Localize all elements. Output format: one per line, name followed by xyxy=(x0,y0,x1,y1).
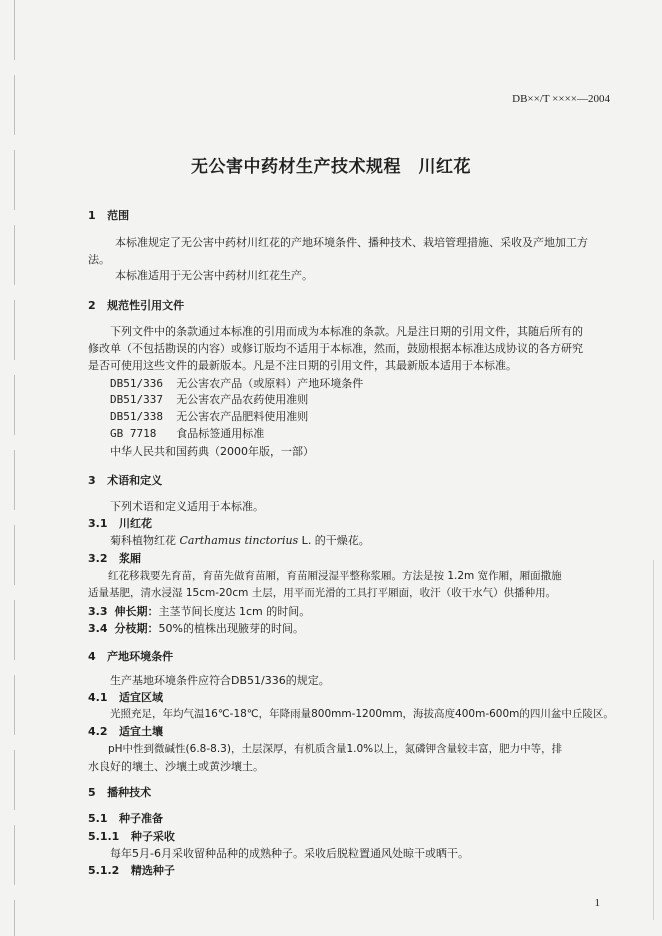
subsection-number: 5.1 xyxy=(88,812,108,825)
paragraph-line: 修改单（不包括勘误的内容）或修订版均不适用于本标准，然而，鼓励根据本标准达成协议的各方研究 xyxy=(88,342,583,355)
subsection-title: 适宜土壤 xyxy=(119,725,163,738)
term-definition xyxy=(110,532,370,548)
section-2-heading xyxy=(88,297,184,313)
term-title: 川红花 xyxy=(119,517,152,530)
reference-item xyxy=(110,425,264,441)
reference-title: 无公害农产品肥料使用准则 xyxy=(176,410,309,423)
section-3-heading xyxy=(88,472,162,488)
term-title: 伸长期： xyxy=(114,605,159,618)
section-5-heading xyxy=(88,784,151,800)
paragraph-line: pH中性到微碱性(6.8-8.3)，土层深厚，有机质含量1.0%以上，氮磷钾含量较丰富，肥力中等，排 xyxy=(108,743,563,755)
reference-title: 无公害农产品农药使用准则 xyxy=(176,393,309,406)
section-title: 范围 xyxy=(107,209,130,222)
section-1-heading xyxy=(88,207,129,223)
paragraph-line: 红花移栽要先育苗，育苗先做育苗厢，育苗厢浸湿平整称浆厢。方法是按 1.2m 宽作厢，厢面撒施 xyxy=(108,570,562,582)
paragraph-line: 是否可使用这些文件的最新版本。凡是不注日期的引用文件，其最新版本适用于本标准。 xyxy=(88,359,517,372)
paragraph-line: 每年5月-6月采收留种品种的成熟种子。采收后脱粒置通风处晾干或晒干。 xyxy=(110,847,469,860)
reference-code: DB51/338 xyxy=(110,410,163,423)
paragraph-line: 法。 xyxy=(88,253,110,266)
definition-text: 菊科植物红花 xyxy=(110,534,180,547)
section-number: 2 xyxy=(88,299,96,312)
paragraph-line: 下列术语和定义适用于本标准。 xyxy=(110,500,264,513)
subsection-title: 种子采收 xyxy=(130,830,175,843)
definition-text: L. 的干燥花。 xyxy=(298,534,370,547)
latin-name: Carthamus tinctorius xyxy=(179,534,299,547)
section-number: 4 xyxy=(88,650,96,663)
term-3-2-heading xyxy=(88,550,141,566)
reference-title: 食品标签通用标准 xyxy=(176,427,265,440)
reference-item xyxy=(110,391,308,407)
term-3-3 xyxy=(88,603,310,619)
subsection-title: 种子准备 xyxy=(119,812,163,825)
subsection-5-1-1-heading xyxy=(88,828,175,844)
subsection-4-1-heading xyxy=(88,689,163,705)
paragraph-line: 本标准适用于无公害中药材川红花生产。 xyxy=(115,269,313,282)
subsection-number: 3.1 xyxy=(88,517,108,530)
term-3-4 xyxy=(88,620,304,636)
paragraph-line: 生产基地环境条件应符合DB51/336的规定。 xyxy=(110,674,330,687)
section-title: 产地环境条件 xyxy=(107,650,174,663)
subsection-number: 5.1.1 xyxy=(88,830,120,843)
page-title: 无公害中药材生产技术规程 川红花 xyxy=(191,157,471,177)
section-number: 5 xyxy=(88,786,96,799)
scan-edge-left xyxy=(14,0,15,936)
reference-item: 中华人民共和国药典（2000年版，一部） xyxy=(110,445,314,458)
term-definition: 50%的植株出现腋芽的时间。 xyxy=(158,622,304,635)
section-title: 播种技术 xyxy=(107,786,152,799)
term-definition: 主茎节间长度达 1cm 的时间。 xyxy=(158,605,311,618)
reference-title: 无公害农产品（或原料）产地环境条件 xyxy=(176,377,364,390)
section-title: 规范性引用文件 xyxy=(107,299,185,312)
subsection-number: 4.1 xyxy=(88,691,108,704)
reference-code: DB51/336 xyxy=(110,377,163,390)
paragraph-line: 水良好的壤土、沙壤土或黄沙壤土。 xyxy=(88,760,264,773)
subsection-number: 4.2 xyxy=(88,725,108,738)
reference-code: DB51/337 xyxy=(110,393,163,406)
subsection-number: 3.3 xyxy=(88,605,108,618)
paragraph-line: 适量基肥，清水浸湿 15cm-20cm 土层，用平而光滑的工具打平厢面，收汗（收干水气）供播种用。 xyxy=(88,587,557,599)
subsection-title: 精选种子 xyxy=(130,864,175,877)
paragraph-line: 光照充足，年均气温16℃-18℃，年降雨量800mm-1200mm，海拔高度400m-600m的四川盆中丘陵区。 xyxy=(110,708,614,720)
term-title: 浆厢 xyxy=(119,552,141,565)
section-4-heading xyxy=(88,648,173,664)
section-title: 术语和定义 xyxy=(107,474,163,487)
section-number: 3 xyxy=(88,474,96,487)
subsection-title: 适宜区域 xyxy=(119,691,163,704)
paragraph-line: 本标准规定了无公害中药材川红花的产地环境条件、播种技术、栽培管理措施、采收及产地加工方 xyxy=(115,236,588,249)
subsection-5-1-heading xyxy=(88,810,163,826)
subsection-number: 3.2 xyxy=(88,552,108,565)
subsection-4-2-heading xyxy=(88,723,163,739)
term-title: 分枝期： xyxy=(114,622,159,635)
reference-item xyxy=(110,375,363,391)
section-number: 1 xyxy=(88,209,96,222)
subsection-5-1-2-heading xyxy=(88,862,175,878)
document-code: DB××/T ××××—2004 xyxy=(512,93,610,105)
subsection-number: 5.1.2 xyxy=(88,864,120,877)
scan-edge-right xyxy=(653,560,654,920)
reference-item xyxy=(110,408,308,424)
term-3-1-heading xyxy=(88,515,152,531)
subsection-number: 3.4 xyxy=(88,622,108,635)
reference-code: GB 7718 xyxy=(110,427,157,440)
page-number: 1 xyxy=(594,897,600,909)
paragraph-line: 下列文件中的条款通过本标准的引用而成为本标准的条款。凡是注日期的引用文件，其随后所有的 xyxy=(110,325,583,338)
